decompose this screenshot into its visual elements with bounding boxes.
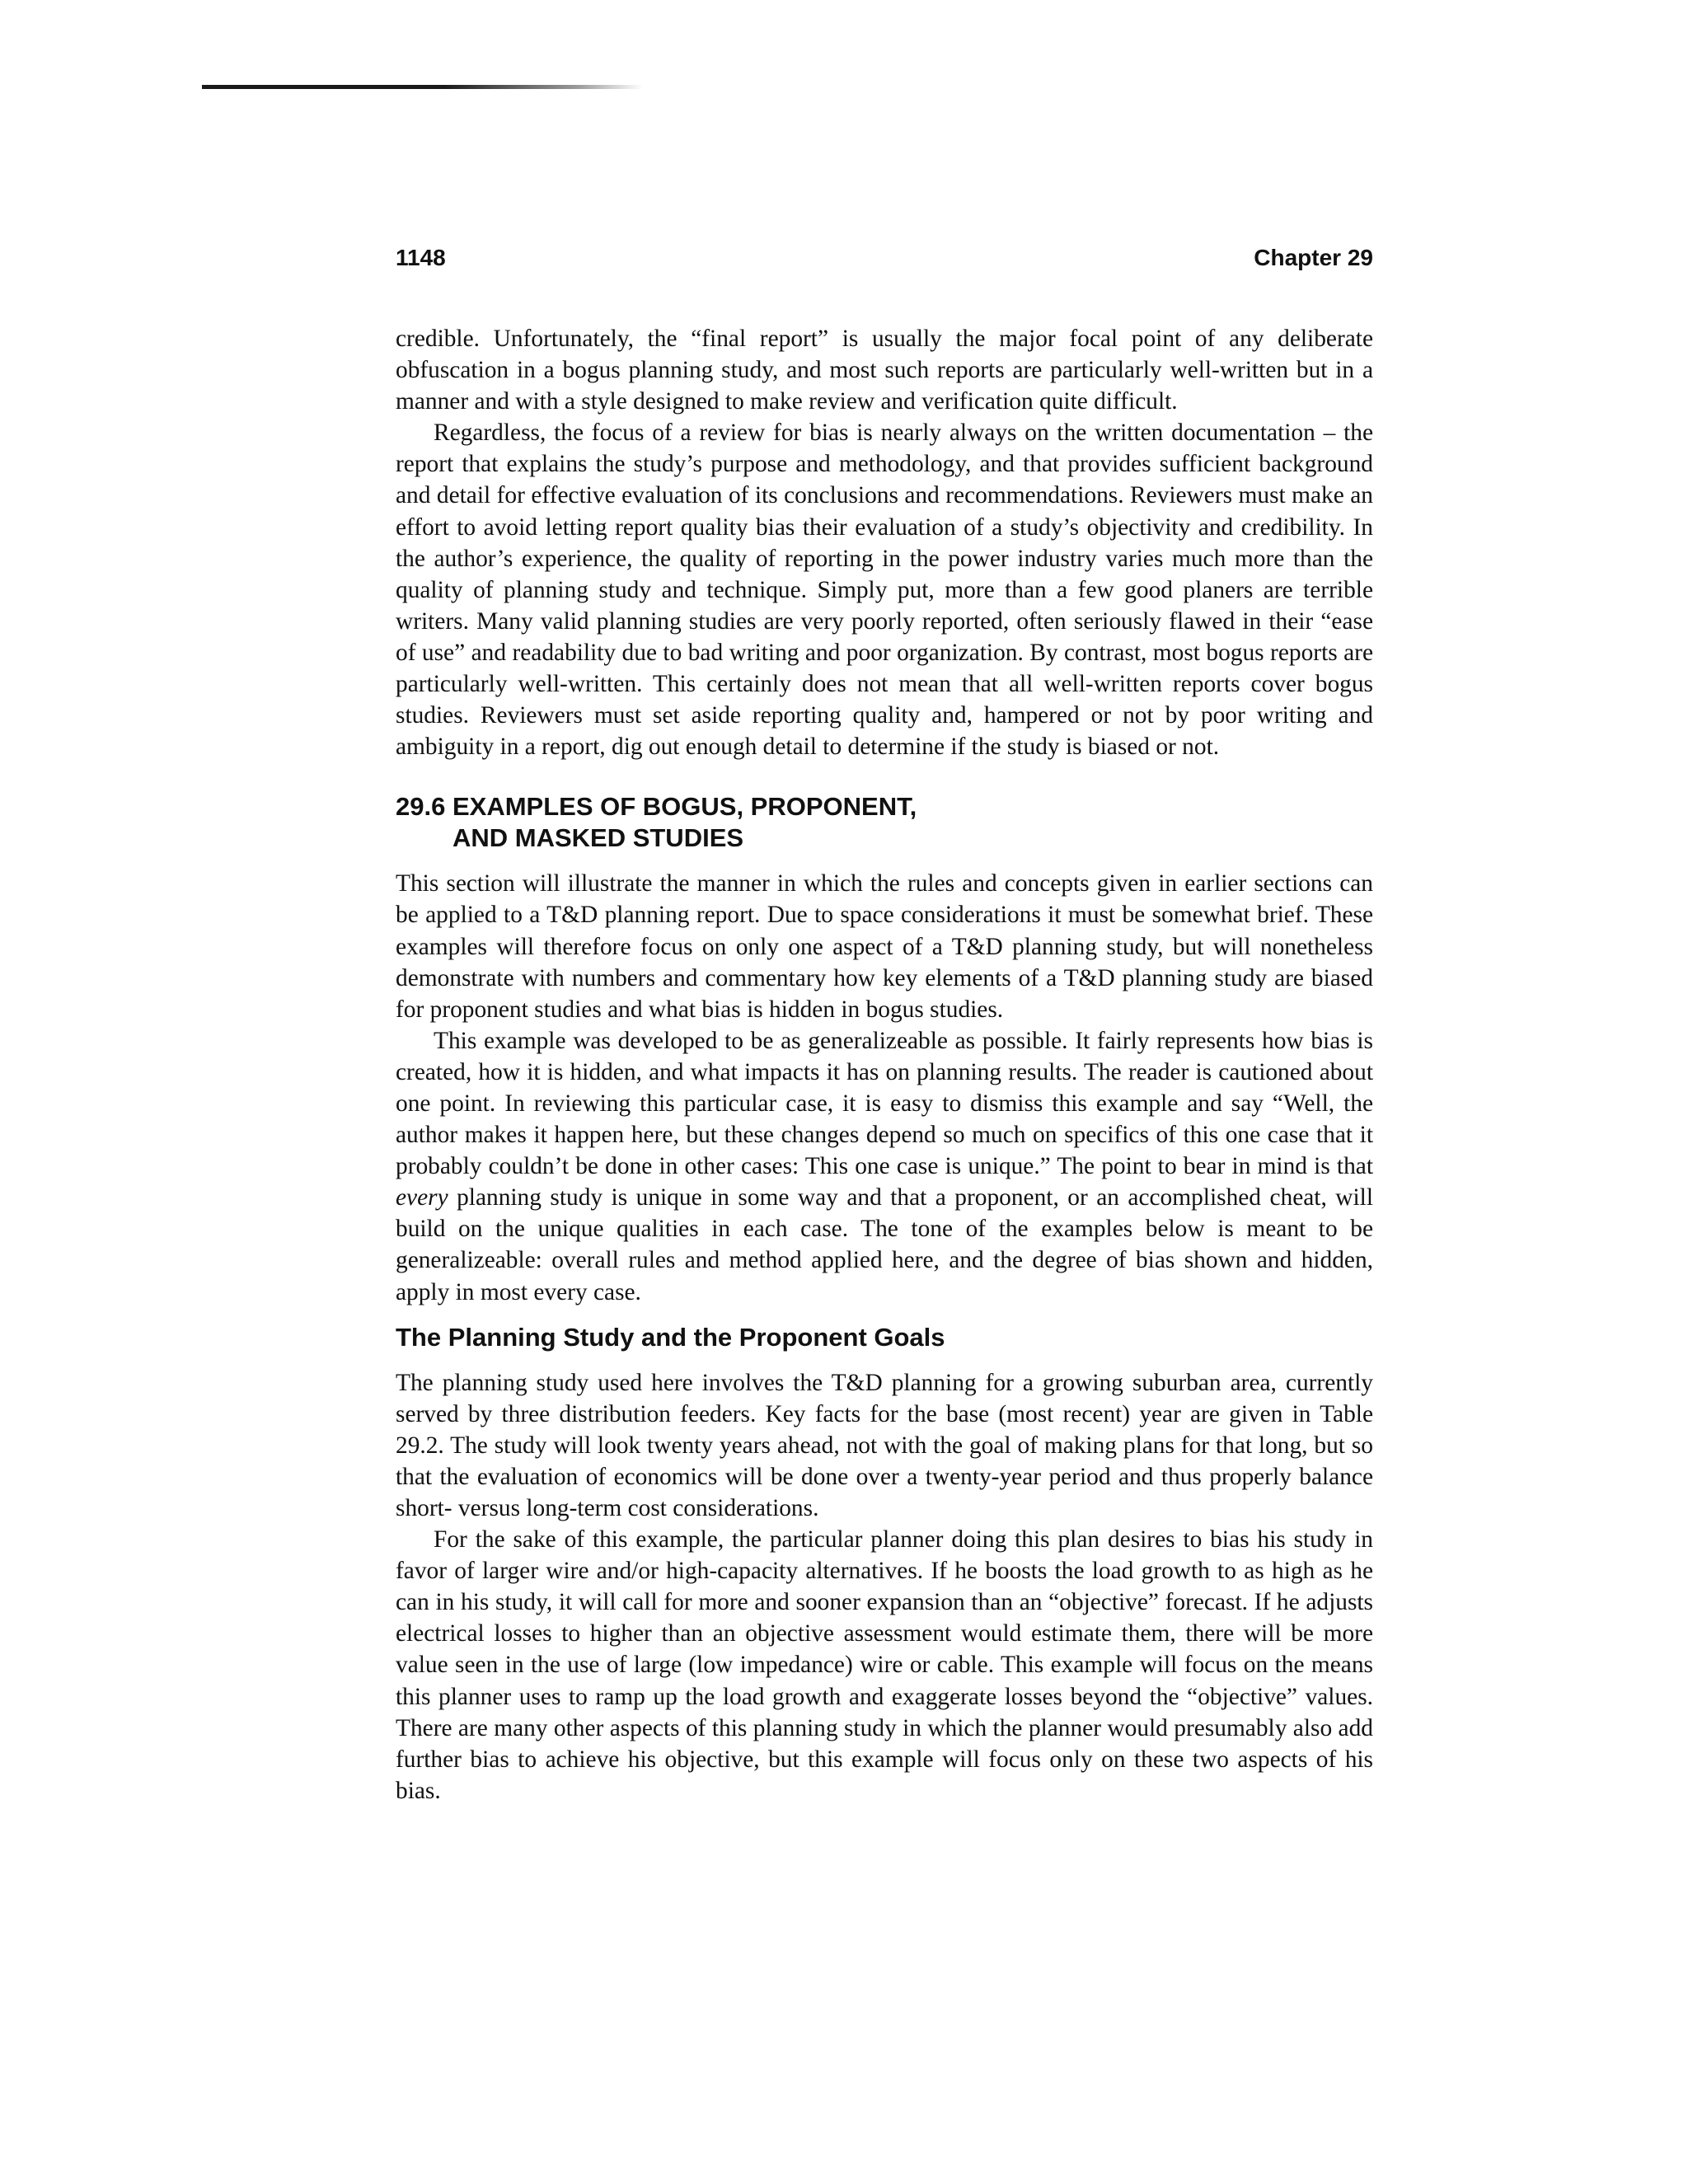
paragraph-section-intro: This section will illustrate the manner in which the rules and concepts given in earlier sections can be applied to a T&D planning report. Due to space considerations it must be somewhat brief. These examples will therefore focus on only one aspect of a T&D planning study, but will nonetheless demonstrate with numbers and commentary how key elements of a T&D planning study are biased for proponent studies and what bias is hidden in bogus studies. bbox=[396, 870, 1373, 1023]
emphasized-word: every bbox=[396, 1184, 448, 1212]
page-number: 1148 bbox=[396, 245, 446, 270]
section-heading bbox=[396, 791, 1373, 854]
subsection-heading: The Planning Study and the Proponent Goals bbox=[396, 1322, 945, 1352]
paragraph-continuation: credible. Unfortunately, the “final report” is usually the major focal point of any deliberate obfuscation in a bogus planning study, and most such reports are particularly well-written but in a manner and with a style designed to make review and verification quite difficult. bbox=[396, 326, 1373, 415]
section-title-line-1: EXAMPLES OF BOGUS, PROPONENT, bbox=[452, 792, 917, 822]
paragraph-planning-study: The planning study used here involves the T&D planning for a growing suburban area, currently served by three distribution feeders. Key facts for the base (most recent) year are given in Table 29.2. The study will look twenty years ahead, not with the goal of making plans for that long, but so that the evaluation of economics will be done over a twenty-year period and thus properly balance short- versus long-term cost considerations. bbox=[396, 1369, 1373, 1521]
paragraph-text: planning study is unique in some way and that a proponent, or an accomplished cheat, will build on the unique qualities in each case. The tone of the examples below is meant to be generalizeable: overall rules and method applied here, and the degree of bias shown and hidden, apply in most every case. bbox=[396, 1184, 1373, 1305]
paragraph-generalizeable bbox=[396, 1025, 1373, 1308]
chapter-label: Chapter 29 bbox=[1254, 245, 1373, 270]
paragraph-text: This example was developed to be as generalizeable as possible. It fairly represents how bias is created, how it is hidden, and what impacts it has on planning results. The reader is cautioned about one point. In reviewing this particular case, it is easy to dismiss this example and say “Well, the author makes it happen here, but these changes depend so much on specifics of this one case that it probably couldn’t be done in other cases: This one case is unique.” The point to bear in mind is that bbox=[396, 1027, 1373, 1180]
section-title bbox=[452, 791, 1373, 854]
section-number: 29.6 bbox=[396, 792, 446, 822]
page-body bbox=[396, 323, 1373, 1807]
paragraph-planner-bias: For the sake of this example, the particular planner doing this plan desires to bias his study in favor of larger wire and/or high-capacity alternatives. If he boosts the load growth to as high as he can in his study, it will call for more and sooner expansion than an “objective” forecast. If he adjusts electrical losses to higher than an objective assessment would estimate them, there will be more value seen in the use of large (low impedance) wire or cable. This example will focus on the means this planner uses to ramp up the load growth and exaggerate losses beyond the “objective” values. There are many other aspects of this planning study in which the planner would presumably also add further bias to achieve his objective, but this example will focus only on these two aspects of his bias. bbox=[396, 1526, 1373, 1804]
scan-edge-rule bbox=[202, 85, 643, 89]
paragraph-review-focus: Regardless, the focus of a review for bias is nearly always on the written documentation – the report that explains the study’s purpose and methodology, and that provides sufficient background and detail for effective evaluation of its conclusions and recommendations. Reviewers must make an effort to avoid letting report quality bias their evaluation of a study’s objectivity and credibility. In the author’s experience, the quality of reporting in the power industry varies much more than the quality of planning study and technique. Simply put, more than a few good planers are terrible writers. Many valid planning studies are very poorly reported, often seriously flawed in their “ease of use” and readability due to bad writing and poor organization. By contrast, most bogus reports are particularly well-written. This certainly does not mean that all well-written reports cover bogus studies. Reviewers must set aside reporting quality and, hampered or not by poor writing and ambiguity in a report, dig out enough detail to determine if the study is biased or not. bbox=[396, 419, 1373, 761]
running-header bbox=[396, 245, 1373, 278]
section-title-line-2: AND MASKED STUDIES bbox=[452, 823, 744, 853]
